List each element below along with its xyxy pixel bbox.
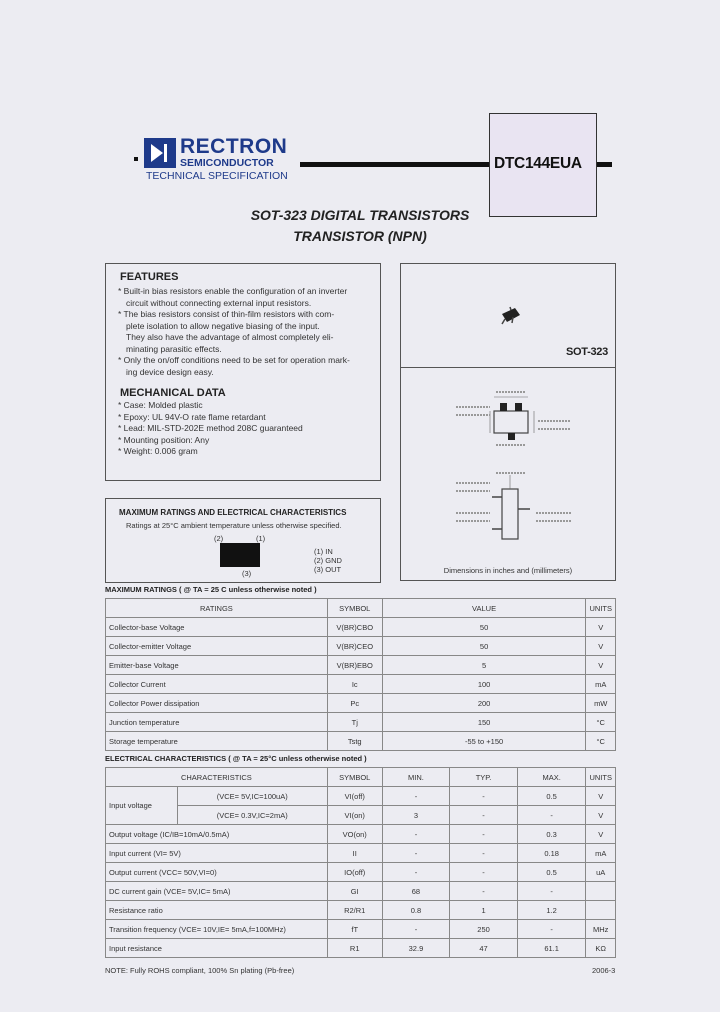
package-divider <box>401 367 615 368</box>
cell: IO(off) <box>327 863 382 882</box>
header-cell: SYMBOL <box>327 768 382 787</box>
cell: 1.2 <box>517 901 586 920</box>
cell <box>106 939 328 958</box>
mechanical-line: * Epoxy: UL 94V-O rate flame retardant <box>118 411 266 422</box>
cell: II <box>327 844 382 863</box>
feature-line: * Only the on/off conditions need to be set for operation mark- <box>118 355 350 365</box>
char-name: Transition frequency <box>109 924 177 934</box>
cell: 100 <box>382 675 586 694</box>
table-row <box>106 787 616 806</box>
cell: V <box>586 637 616 656</box>
pin-list <box>314 547 342 574</box>
mechanical-list <box>118 400 376 458</box>
cell: R1 <box>327 939 382 958</box>
cell: 1 <box>450 901 518 920</box>
cell <box>106 825 328 844</box>
cell: - <box>382 863 450 882</box>
cell: Junction temperature <box>106 713 328 732</box>
header-cell: MAX. <box>517 768 586 787</box>
elec-label: ELECTRICAL CHARACTERISTICS ( @ TA = 25°C unless otherwise noted ) <box>105 754 367 763</box>
cell: Tstg <box>327 732 382 751</box>
footer-note: NOTE: Fully ROHS compliant, 100% Sn plating (Pb-free) <box>105 966 295 975</box>
header-bar-left <box>300 162 490 167</box>
table-row <box>106 901 616 920</box>
cell: 0.5 <box>517 787 586 806</box>
char-cond: (VCC= 50V,VI=0) <box>159 867 217 877</box>
cell: - <box>382 787 450 806</box>
char-cond: (IC/IB=10mA/0.5mA) <box>159 829 230 839</box>
pin-label: (1) <box>256 534 266 543</box>
cell: MHz <box>586 920 616 939</box>
cell: 0.18 <box>517 844 586 863</box>
mechanical-line: * Lead: MIL-STD-202E method 208C guaranteed <box>118 423 303 433</box>
cell: mA <box>586 675 616 694</box>
table-row <box>106 844 616 863</box>
cell: - <box>517 920 586 939</box>
table-row <box>106 732 616 751</box>
table-row <box>106 920 616 939</box>
header-cell: UNITS <box>586 768 616 787</box>
features-box <box>105 263 381 481</box>
cell: V <box>586 787 616 806</box>
cell: V(BR)CEO <box>327 637 382 656</box>
cell: 0.5 <box>517 863 586 882</box>
table-row <box>106 656 616 675</box>
cell: V(BR)CBO <box>327 618 382 637</box>
header-cell: UNITS <box>586 599 616 618</box>
cell: 5 <box>382 656 586 675</box>
bar-dot <box>134 157 138 161</box>
feature-line: circuit without connecting external input resistors. <box>126 297 312 308</box>
cell: 150 <box>382 713 586 732</box>
cell: °C <box>586 713 616 732</box>
cell: V(BR)EBO <box>327 656 382 675</box>
mechanical-heading: MECHANICAL DATA <box>120 387 226 399</box>
cell: °C <box>586 732 616 751</box>
package-box <box>400 263 616 581</box>
logo-name: RECTRON <box>180 135 288 158</box>
sot323-package-icon <box>499 306 523 326</box>
table-row <box>106 637 616 656</box>
cell: mW <box>586 694 616 713</box>
cell: GI <box>327 882 382 901</box>
mechanical-line: * Mounting position: Any <box>118 434 210 445</box>
feature-line: * The bias resistors consist of thin-film resistors with com- <box>118 309 335 319</box>
cell: R2/R1 <box>327 901 382 920</box>
cell: 61.1 <box>517 939 586 958</box>
cell: VI(off) <box>327 787 382 806</box>
features-heading: FEATURES <box>120 271 179 283</box>
cell: - <box>382 825 450 844</box>
cell: 68 <box>382 882 450 901</box>
cell: - <box>382 920 450 939</box>
features-list <box>118 286 376 378</box>
cell <box>586 882 616 901</box>
cell: Collector Current <box>106 675 328 694</box>
logo-subtitle: SEMICONDUCTOR <box>180 157 274 169</box>
cell: fT <box>327 920 382 939</box>
cell: VI(on) <box>327 806 382 825</box>
header-cell: VALUE <box>382 599 586 618</box>
cell <box>106 863 328 882</box>
ratings-box <box>105 498 381 583</box>
table-row <box>106 694 616 713</box>
cell: - <box>450 863 518 882</box>
table-header-row <box>106 768 616 787</box>
cell: Storage temperature <box>106 732 328 751</box>
table-row <box>106 882 616 901</box>
table-row <box>106 863 616 882</box>
cell: - <box>450 844 518 863</box>
cell: V <box>586 825 616 844</box>
cell: V <box>586 618 616 637</box>
cell: - <box>450 787 518 806</box>
mechanical-line: * Weight: 0.006 gram <box>118 446 198 456</box>
cell <box>586 901 616 920</box>
feature-line: ing device design easy. <box>126 366 214 377</box>
dimensions-note: Dimensions in inches and (millimeters) <box>443 566 573 575</box>
char-cond: (VCE= 10V,IE= 5mA,f=100MHz) <box>178 924 286 934</box>
table-row <box>106 618 616 637</box>
cell: Collector-emitter Voltage <box>106 637 328 656</box>
rectron-logo-icon <box>144 138 176 168</box>
top-view-drawing <box>456 389 576 451</box>
pin-label: (2) <box>214 534 224 543</box>
ratings-note: Ratings at 25°C ambient temperature unless otherwise specified. <box>126 521 342 530</box>
mechanical-line: * Case: Molded plastic <box>118 400 203 410</box>
cell: KΩ <box>586 939 616 958</box>
cell: 50 <box>382 618 586 637</box>
cell: 0.3 <box>517 825 586 844</box>
side-view-drawing <box>456 469 576 549</box>
ratings-heading: MAXIMUM RATINGS AND ELECTRICAL CHARACTERISTICS <box>119 508 347 517</box>
cell: 200 <box>382 694 586 713</box>
cell: -55 to +150 <box>382 732 586 751</box>
cell <box>106 901 328 920</box>
char-name: Output voltage <box>109 829 158 839</box>
cell: Pc <box>327 694 382 713</box>
cell: 0.8 <box>382 901 450 920</box>
cell: 50 <box>382 637 586 656</box>
cell: Tj <box>327 713 382 732</box>
cell <box>106 920 328 939</box>
package-outline-icon <box>220 543 260 567</box>
feature-line: They also have the advantage of almost completely eli- <box>126 332 334 342</box>
table-row <box>106 713 616 732</box>
char-name: Resistance ratio <box>109 905 163 915</box>
header-cell: RATINGS <box>106 599 328 618</box>
cell: - <box>450 806 518 825</box>
feature-line: plete isolation to allow negative biasing of the input. <box>126 320 320 331</box>
cell: uA <box>586 863 616 882</box>
cell: 32.9 <box>382 939 450 958</box>
table-header-row <box>106 599 616 618</box>
cell <box>106 882 328 901</box>
cell: V <box>586 806 616 825</box>
cell: Collector Power dissipation <box>106 694 328 713</box>
table-row <box>106 939 616 958</box>
cell: - <box>382 844 450 863</box>
feature-line: * Built-in bias resistors enable the configuration of an inverter <box>118 286 348 296</box>
header-cell: MIN. <box>382 768 450 787</box>
cell: Emitter-base Voltage <box>106 656 328 675</box>
header-bar-right <box>597 162 612 167</box>
title-line-2: TRANSISTOR (NPN) <box>293 228 427 244</box>
cell: VO(on) <box>327 825 382 844</box>
elec-table <box>105 767 616 958</box>
cell <box>106 844 328 863</box>
table-row <box>106 806 616 825</box>
cell: (VCE= 5V,IC=100uA) <box>177 787 327 806</box>
char-cond: (VCE= 5V,IC= 5mA) <box>163 886 231 896</box>
cell: Input voltage <box>106 787 178 825</box>
header-cell: TYP. <box>450 768 518 787</box>
feature-line: minating parasitic effects. <box>126 343 222 354</box>
cell: 47 <box>450 939 518 958</box>
cell: (VCE= 0.3V,IC=2mA) <box>177 806 327 825</box>
cell: - <box>517 806 586 825</box>
char-name: Output current <box>109 867 157 877</box>
pin-label: (3) <box>242 569 252 578</box>
pin-item: (1) IN <box>314 547 333 556</box>
max-ratings-table <box>105 598 616 751</box>
max-ratings-label: MAXIMUM RATINGS ( @ TA = 25 C unless otherwise noted ) <box>105 585 317 594</box>
table-row <box>106 675 616 694</box>
header-cell: CHARACTERISTICS <box>106 768 328 787</box>
cell: 250 <box>450 920 518 939</box>
char-cond: (VI= 5V) <box>153 848 181 858</box>
title-line-1: SOT-323 DIGITAL TRANSISTORS <box>250 207 470 223</box>
cell: - <box>450 825 518 844</box>
footer-date: 2006-3 <box>592 966 616 975</box>
cell: mA <box>586 844 616 863</box>
logo-spec: TECHNICAL SPECIFICATION <box>146 170 288 182</box>
pin-item: (2) GND <box>314 556 342 565</box>
cell: Ic <box>327 675 382 694</box>
package-label: SOT-323 <box>566 346 608 358</box>
cell: - <box>517 882 586 901</box>
part-number: DTC144EUA <box>494 155 582 172</box>
cell: V <box>586 656 616 675</box>
table-row <box>106 825 616 844</box>
char-name: Input current <box>109 848 152 858</box>
cell: Collector-base Voltage <box>106 618 328 637</box>
pin-item: (3) OUT <box>314 565 342 574</box>
cell: - <box>450 882 518 901</box>
header-cell: SYMBOL <box>327 599 382 618</box>
cell: 3 <box>382 806 450 825</box>
char-name: DC current gain <box>109 886 162 896</box>
char-name: Input resistance <box>109 943 162 953</box>
